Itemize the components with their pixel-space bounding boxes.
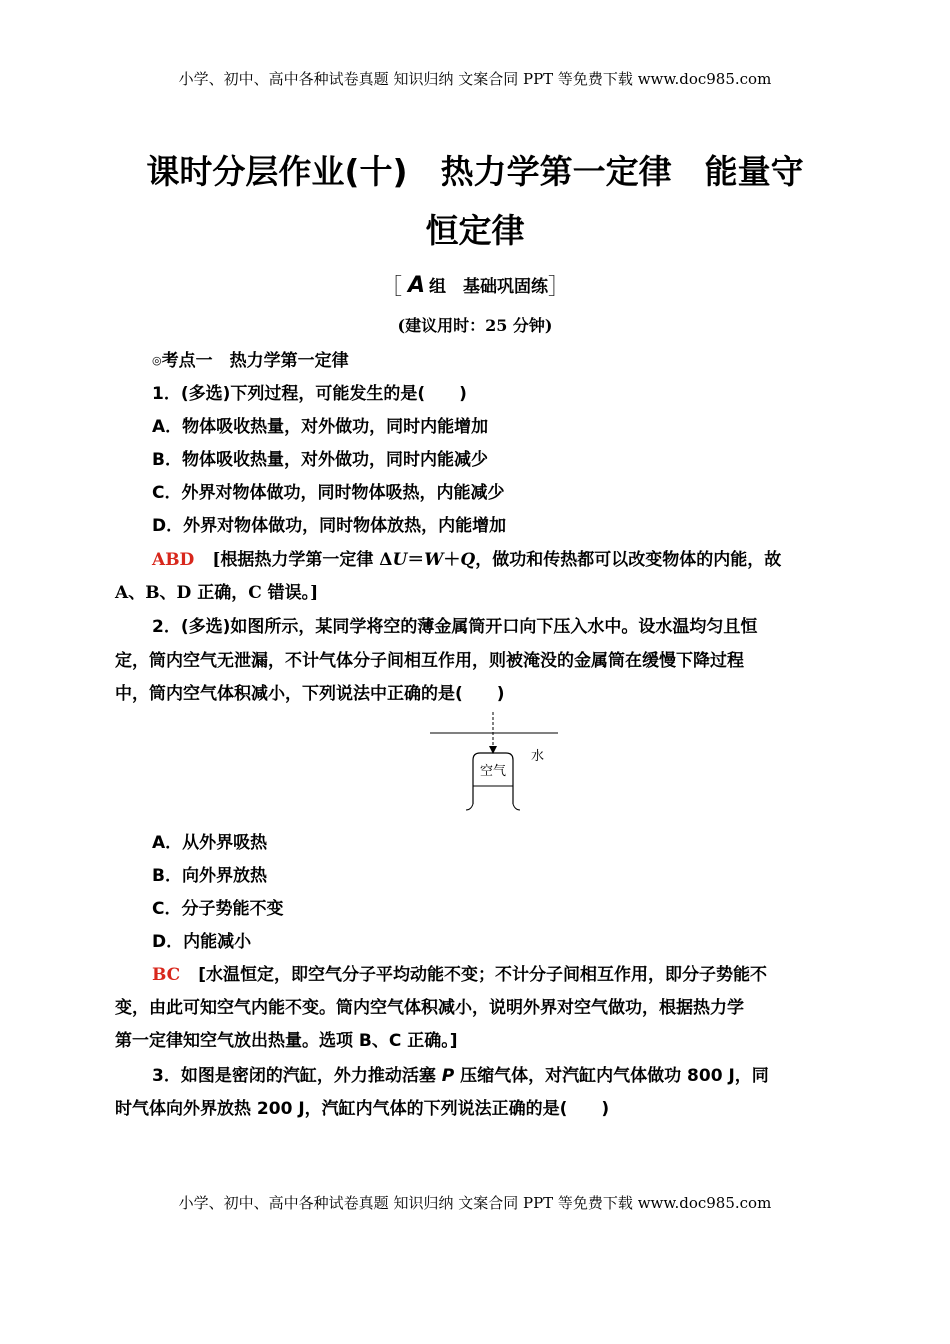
q1-explain-plus: ＋ [443,550,461,570]
q2-option-c: C．分子势能不变 [152,899,284,919]
q1-option-c: C．外界对物体做功，同时物体吸热，内能减少 [152,483,505,503]
q2-explanation-line1 [152,960,837,985]
q3-stem-text-a: 3．如图是密闭的汽缸，外力推动活塞 [152,1066,442,1086]
q1-explain-text-b: ，做功和传热都可以改变物体的内能，故 [475,550,782,570]
q2-explanation-line2: 变，由此可知空气内能不变。筒内空气体积减小，说明外界对空气做功，根据热力学 [115,998,744,1018]
air-label: 空气 [480,764,507,779]
group-bracket-open: ［ [379,275,402,300]
q2-option-b: B．向外界放热 [152,866,267,886]
q2-figure [425,708,565,818]
q3-stem-line2: 时气体向外界放热 200 J，汽缸内气体的下列说法正确的是( ) [115,1099,610,1119]
water-label: 水 [531,749,545,764]
q1-option-a: A．物体吸收热量，对外做功，同时内能增加 [152,417,489,437]
footer-banner: 小学、初中、高中各种试卷真题 知识归纳 文案合同 PPT 等免费下载 www.doc985.com [178,1194,772,1212]
q1-explain-W: W [424,550,444,570]
group-badge: A [407,273,426,298]
q3-stem-line1 [152,1061,837,1086]
q1-answer: ABD [152,550,195,570]
q1-explain-Q: Q [460,550,476,570]
q2-option-d: D．内能减小 [152,932,252,952]
q1-option-d: D．外界对物体做功，同时物体放热，内能增加 [152,516,507,536]
q2-option-a: A．从外界吸热 [152,833,268,853]
q2-explain-text: [水温恒定，即空气分子平均动能不变；不计分子间相互作用，即分子势能不 [198,965,767,985]
q2-stem-line1: 2．(多选)如图所示，某同学将空的薄金属筒开口向下压入水中。设水温均匀且恒 [152,617,758,637]
cylinder-lip-right [513,804,520,810]
section-marker-icon: ◎ [152,354,162,367]
q1-explain-eq: ＝ [407,550,425,570]
q2-answer: BC [152,965,181,985]
page-title-line2: 恒定律 [425,211,525,250]
section-heading [152,346,837,371]
section-title: 考点一 热力学第一定律 [161,351,349,371]
q1-explain-text-a: [根据热力学第一定律 Δ [212,550,393,570]
group-label [0,270,950,301]
q1-explanation-line1 [152,545,837,570]
q3-stem-text-b: 压缩气体，对汽缸内气体做功 800 J，同 [454,1066,769,1086]
q1-explain-U: U [392,550,408,570]
group-bracket-close: ］ [548,275,571,300]
q1-stem: 1．(多选)下列过程，可能发生的是( ) [152,384,467,404]
group-label-text: 组 基础巩固练 [429,277,549,297]
q2-explanation-line3: 第一定律知空气放出热量。选项 B、C 正确。] [115,1031,458,1051]
cylinder-lip-left [466,804,473,810]
q1-explanation-line2: A、B、D 正确，C 错误。] [115,583,319,603]
time-note: (建议用时：25 分钟) [397,316,553,335]
q2-stem-line2: 定，筒内空气无泄漏，不计气体分子间相互作用，则被淹没的金属筒在缓慢下降过程 [115,651,744,671]
header-banner: 小学、初中、高中各种试卷真题 知识归纳 文案合同 PPT 等免费下载 www.doc985.com [178,70,772,88]
q1-option-b: B．物体吸收热量，对外做功，同时内能减少 [152,450,488,470]
page-title-line1: 课时分层作业(十) 热力学第一定律 能量守 [146,152,804,191]
q3-piston-P: P [441,1066,455,1086]
q2-stem-line3: 中，筒内空气体积减小，下列说法中正确的是( ) [115,684,505,704]
